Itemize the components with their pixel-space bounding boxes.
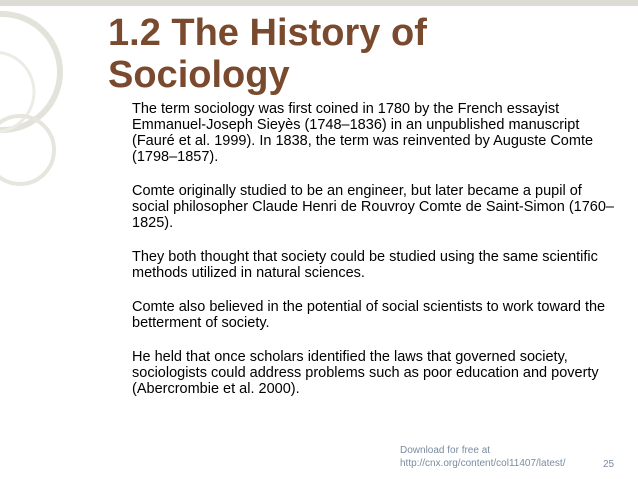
- bullet-text: Comte also believed in the potential of social scientists to work toward the betterment of society.: [132, 299, 606, 331]
- bullet-item: [108, 101, 618, 165]
- title-line-2: Sociology: [108, 54, 290, 96]
- download-note[interactable]: [400, 444, 600, 470]
- bullet-list: [108, 101, 618, 415]
- bullet-text: They both thought that society could be studied using the same scientific methods utilized in natural sciences.: [132, 249, 598, 281]
- slide-number: 25: [603, 459, 615, 470]
- slide-title: [108, 12, 548, 96]
- bullet-item: [108, 249, 618, 281]
- bullet-item: [108, 183, 618, 231]
- bullet-text: The term sociology was first coined in 1780 by the French essayist Emmanuel-Joseph Sieyès (1748–1836) in an unpublished manuscript (Fauré et al. 1999). In 1838, the term was reinvented by Auguste Comte (1798–1857).: [132, 101, 594, 165]
- download-note-line-1: Download for free at: [400, 445, 491, 456]
- download-link[interactable]: http://cnx.org/content/col11407/latest/: [400, 458, 566, 469]
- bullet-text: He held that once scholars identified the laws that governed society, sociologists could address problems such as poor education and poverty (Abercrombie et al. 2000).: [132, 349, 599, 397]
- bullet-item: [108, 349, 618, 397]
- bullet-item: [108, 299, 618, 331]
- title-line-1: 1.2 The History of: [108, 12, 427, 54]
- bullet-text: Comte originally studied to be an engineer, but later became a pupil of social philosopher Claude Henri de Rouvroy Comte de Saint-Simon (1760–1825).: [132, 183, 614, 231]
- decorative-circles: [0, 0, 110, 200]
